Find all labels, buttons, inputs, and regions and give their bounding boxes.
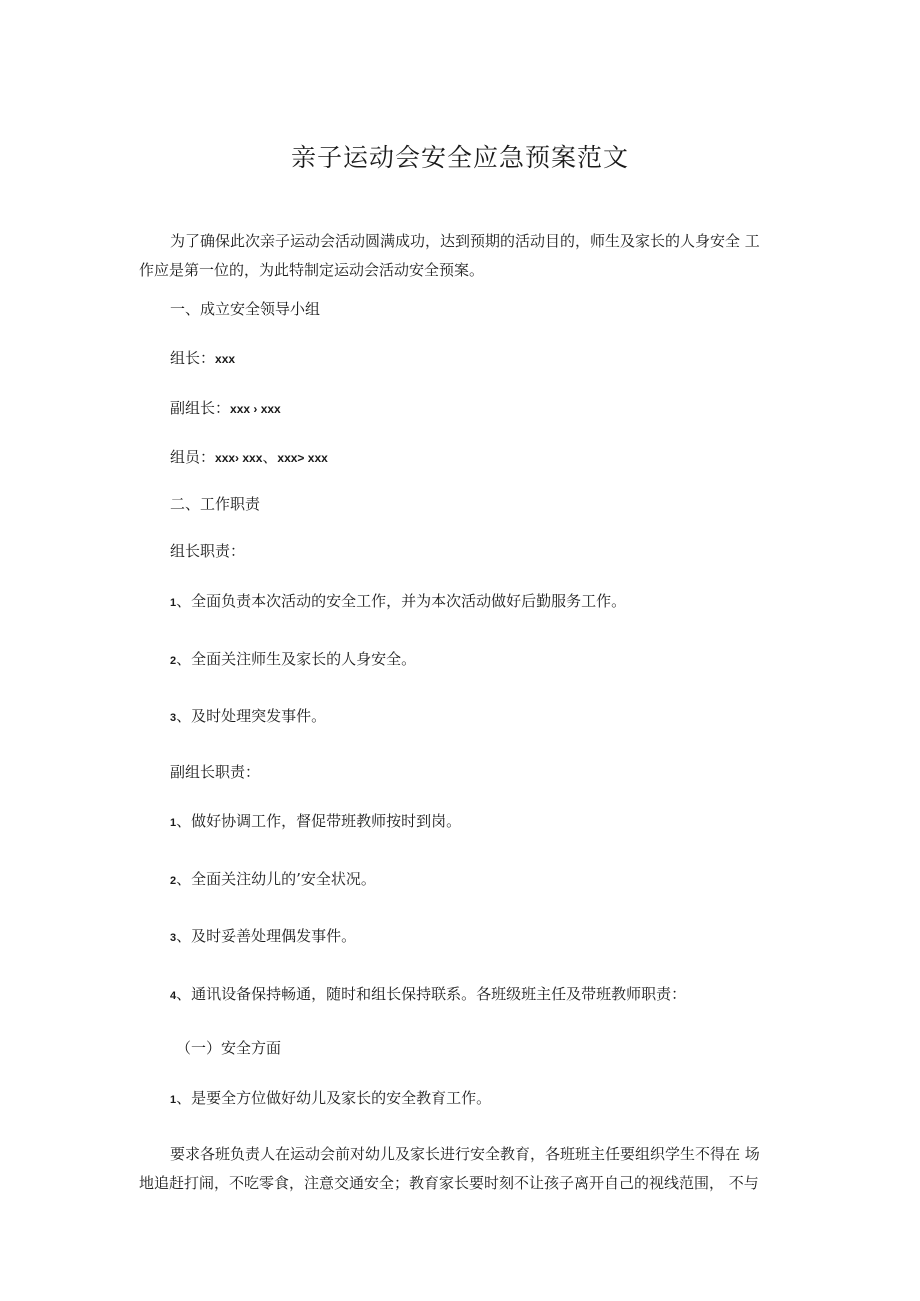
list-item-text: 、及时妥善处理偶发事件。 [176,927,357,945]
closing-paragraph [139,1140,789,1198]
members-value-b: xxx> xxx [277,451,328,465]
list-item-text: 、通讯设备保持畅通，随时和组长保持联系。各班级班主任及带班教师职责： [176,985,687,1003]
list-item [170,869,376,891]
leader-value: xxx [215,352,236,366]
deputy-label: 副组长： [170,399,231,417]
document-title: 亲子运动会安全应急预案范文 [290,143,629,172]
intro-line-2: 作应是第一位的，为此特制定运动会活动安全预案。 [139,261,485,279]
list-item-number: 1 [170,817,177,829]
list-item [170,591,626,613]
members-value-a: xxx› xxx [215,451,263,465]
deputy-value: xxx › xxx [230,402,281,416]
section-2-heading: 二、工作职责 [170,495,261,513]
intro-line-1: 为了确保此次亲子运动会活动圆满成功，达到预期的活动目的，师生及家长的人身安全 工 [170,232,760,250]
list-item-text: 、是要全方位做好幼儿及家长的安全教育工作。 [176,1089,492,1107]
members-label: 组员： [170,448,216,466]
list-item-text: 、全面关注师生及家长的人身安全。 [176,650,417,668]
members-separator: 、 [262,448,278,466]
leader-label: 组长： [170,349,216,367]
closing-line-1: 要求各班负责人在运动会前对幼儿及家长进行安全教育，各班班主任要组织学生不得在 场 [170,1145,760,1163]
list-item [170,1088,491,1110]
section-1-heading: 一、成立安全领导小组 [170,300,321,318]
list-item [170,811,461,833]
list-item-number: 1 [170,1094,177,1106]
deputy-duties-heading: 副组长职责： [170,763,261,781]
list-item [170,649,416,671]
closing-line-2: 地追赶打闹，不吃零食，注意交通安全；教育家长要时刻不让孩子离开自己的视线范围， 不与 [139,1174,759,1192]
list-item [170,706,326,728]
list-item-number: 4 [170,990,177,1002]
list-item [170,926,356,948]
leader-line [170,348,235,369]
members-line [170,447,328,468]
deputy-line [170,398,281,419]
safety-heading: （一）安全方面 [176,1039,282,1057]
list-item-text: 、全面负责本次活动的安全工作，并为本次活动做好后勤服务工作。 [176,592,627,610]
list-item [170,984,686,1006]
list-item-text: 、做好协调工作，督促带班教师按时到岗。 [176,812,462,830]
list-item-text: 、全面关注幼儿的’安全状况。 [176,870,376,888]
list-item-number: 3 [170,712,177,724]
list-item-number: 2 [170,655,177,667]
intro-paragraph [139,227,789,285]
list-item-number: 2 [170,875,177,887]
leader-duties-heading: 组长职责： [170,542,246,560]
list-item-number: 3 [170,932,177,944]
list-item-text: 、及时处理突发事件。 [176,707,327,725]
list-item-number: 1 [170,597,177,609]
